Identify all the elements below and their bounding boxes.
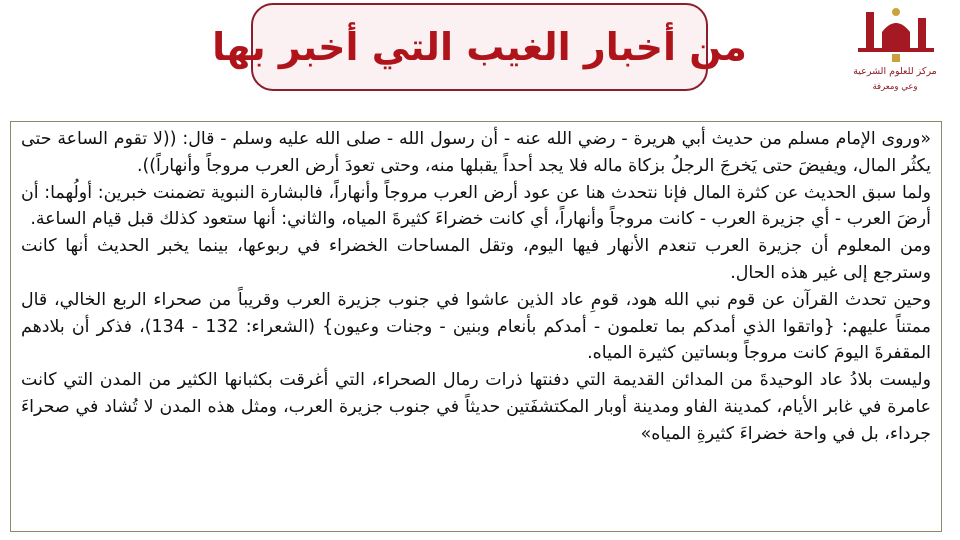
article-text (21, 126, 931, 448)
paragraph: وليست بلادُ عاد الوحيدةَ من المدائن القديمة التي دفنتها ذرات رمال الصحراء، التي أغرقت بكثبانها الكثير من المدن التي كانت عامرة في غابر الأيام، كمدينة الفاو ومدينة أوبار المكتشفَتين حديثاً في جنوب جزيرة العرب، ومثل هذه المدن لا تُشاد في صحراءَ جرداء، بل في واحة خضراءَ كثيرةِ المياه» (21, 370, 931, 444)
logo-emblem-icon (852, 4, 940, 64)
paragraph: وحين تحدث القرآن عن قوم نبي الله هود، قومِ عاد الذين عاشوا في جنوب جزيرة العرب وقريباً من صحراء الربع الخالي، قال ممتناً عليهم: {واتقوا الذي أمدكم بما تعلمون - أمدكم بأنعام وبنين - وجنات وعيون} (الشعراء: 132 - 134)، فذكر أن بلادهم المقفرةَ اليومَ كانت مروجاً وبساتين كثيرة المياه. (21, 289, 931, 364)
logo-tagline: وعي ومعرفة (872, 82, 918, 92)
content-box (10, 121, 942, 532)
center-logo (842, 2, 948, 102)
paragraph: «وروى الإمام مسلم من حديث أبي هريرة - رضي الله عنه - أن رسول الله - صلى الله عليه وسلم - قال: ((لا تقوم الساعة حتى يكثُر المال، ويفيضَ حتى يَخرجَ الرجلُ بزكاة ماله فلا يجد أحداً يقبلها منه، وحتى تعودَ أرض العرب مروجاً وأنهاراً)). (21, 129, 931, 176)
paragraph: ولما سبق الحديث عن كثرة المال فإنا نتحدث هنا عن عود أرض العرب مروجاً وأنهاراً، فالبشارة النبوية تضمنت خبرين: أولُهما: أن أرضَ العرب - أي جزيرة العرب - كانت مروجاً وأنهاراً، أي كانت خضراءَ كثيرةَ المياه، والثاني: أنها ستعود كذلك قبل قيام الساعة. (21, 182, 931, 230)
paragraph: ومن المعلوم أن جزيرة العرب تنعدم الأنهار فيها اليوم، وتقل المساحات الخضراء في ربوعها، بينما يخبر الحديث أنها كانت وسترجع إلى غير هذه الحال. (21, 236, 931, 283)
title-banner (212, 3, 747, 91)
page-title: من أخبار الغيب التي أخبر بها (212, 25, 747, 69)
logo-subtitle: مركز للعلوم الشرعية (853, 66, 937, 77)
